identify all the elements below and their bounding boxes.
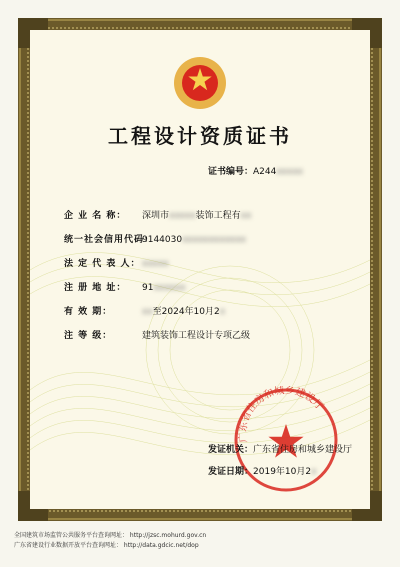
certificate-title: 工程设计资质证书 — [108, 124, 292, 148]
address-value: 91 — [142, 283, 154, 293]
validity-end: x — [219, 307, 226, 317]
issue-date-obscured: x — [311, 467, 317, 477]
address-obscured: xxxxxx — [153, 283, 186, 293]
credit-code-row — [64, 232, 246, 245]
issue-date-row — [208, 464, 316, 477]
official-seal-icon — [232, 386, 340, 494]
company-name-value: 深圳市 — [142, 211, 170, 221]
issue-date-label: 发证日期： — [208, 467, 254, 477]
svg-text:广东省住房和城乡建设厅: 广东省住房和城乡建设厅 — [237, 386, 326, 443]
credit-code-obscured: xxxxxxxxxxxx — [182, 235, 247, 245]
company-name-tail: 装饰工程有 — [195, 211, 241, 221]
address-label: 注 册 地 址： — [64, 283, 127, 293]
grade-label: 注 等 级： — [64, 331, 113, 341]
footer-query-line-2: 广东省建设行业数据开放平台查询网址： http://data.gdcic.net/dop — [14, 542, 199, 549]
credit-code-value: 9144030 — [142, 235, 183, 245]
grade-row — [64, 328, 250, 341]
legal-rep-obscured: xxxxx — [142, 259, 169, 269]
legal-rep-label: 法 定 代 表 人： — [64, 259, 141, 269]
certificate-number — [208, 164, 303, 177]
grade-value: 建筑装饰工程设计专项乙级 — [142, 331, 251, 341]
validity-row — [64, 304, 225, 317]
footer-query-line-1: 全国建筑市场监管公共服务平台查询网址： http://jzsc.mohurd.gov.cn — [14, 532, 207, 539]
certificate-number-value: A244 — [253, 167, 277, 177]
address-row — [64, 280, 185, 293]
issue-date-value: 2019年10月2 — [253, 467, 312, 477]
issuer-row — [208, 442, 352, 455]
legal-rep-row — [64, 256, 169, 269]
company-name-label: 企 业 名 称： — [64, 211, 127, 221]
validity-value: 至2024年10月2 — [152, 307, 220, 317]
national-emblem-icon — [171, 54, 229, 112]
company-name-obscured: xxxxx — [169, 211, 196, 221]
credit-code-label: 统一社会信用代码： — [64, 235, 155, 245]
certificate-number-label: 证书编号： — [208, 167, 254, 177]
validity-obscured: xx — [142, 307, 153, 317]
company-name-row — [64, 208, 251, 221]
issuer-value: 广东省住房和城乡建设厅 — [253, 445, 353, 455]
validity-label: 有 效 期： — [64, 307, 113, 317]
company-name-end: xx — [240, 211, 252, 221]
issuer-label: 发证机关： — [208, 445, 254, 455]
certificate-number-obscured: xxxxx — [276, 167, 303, 177]
